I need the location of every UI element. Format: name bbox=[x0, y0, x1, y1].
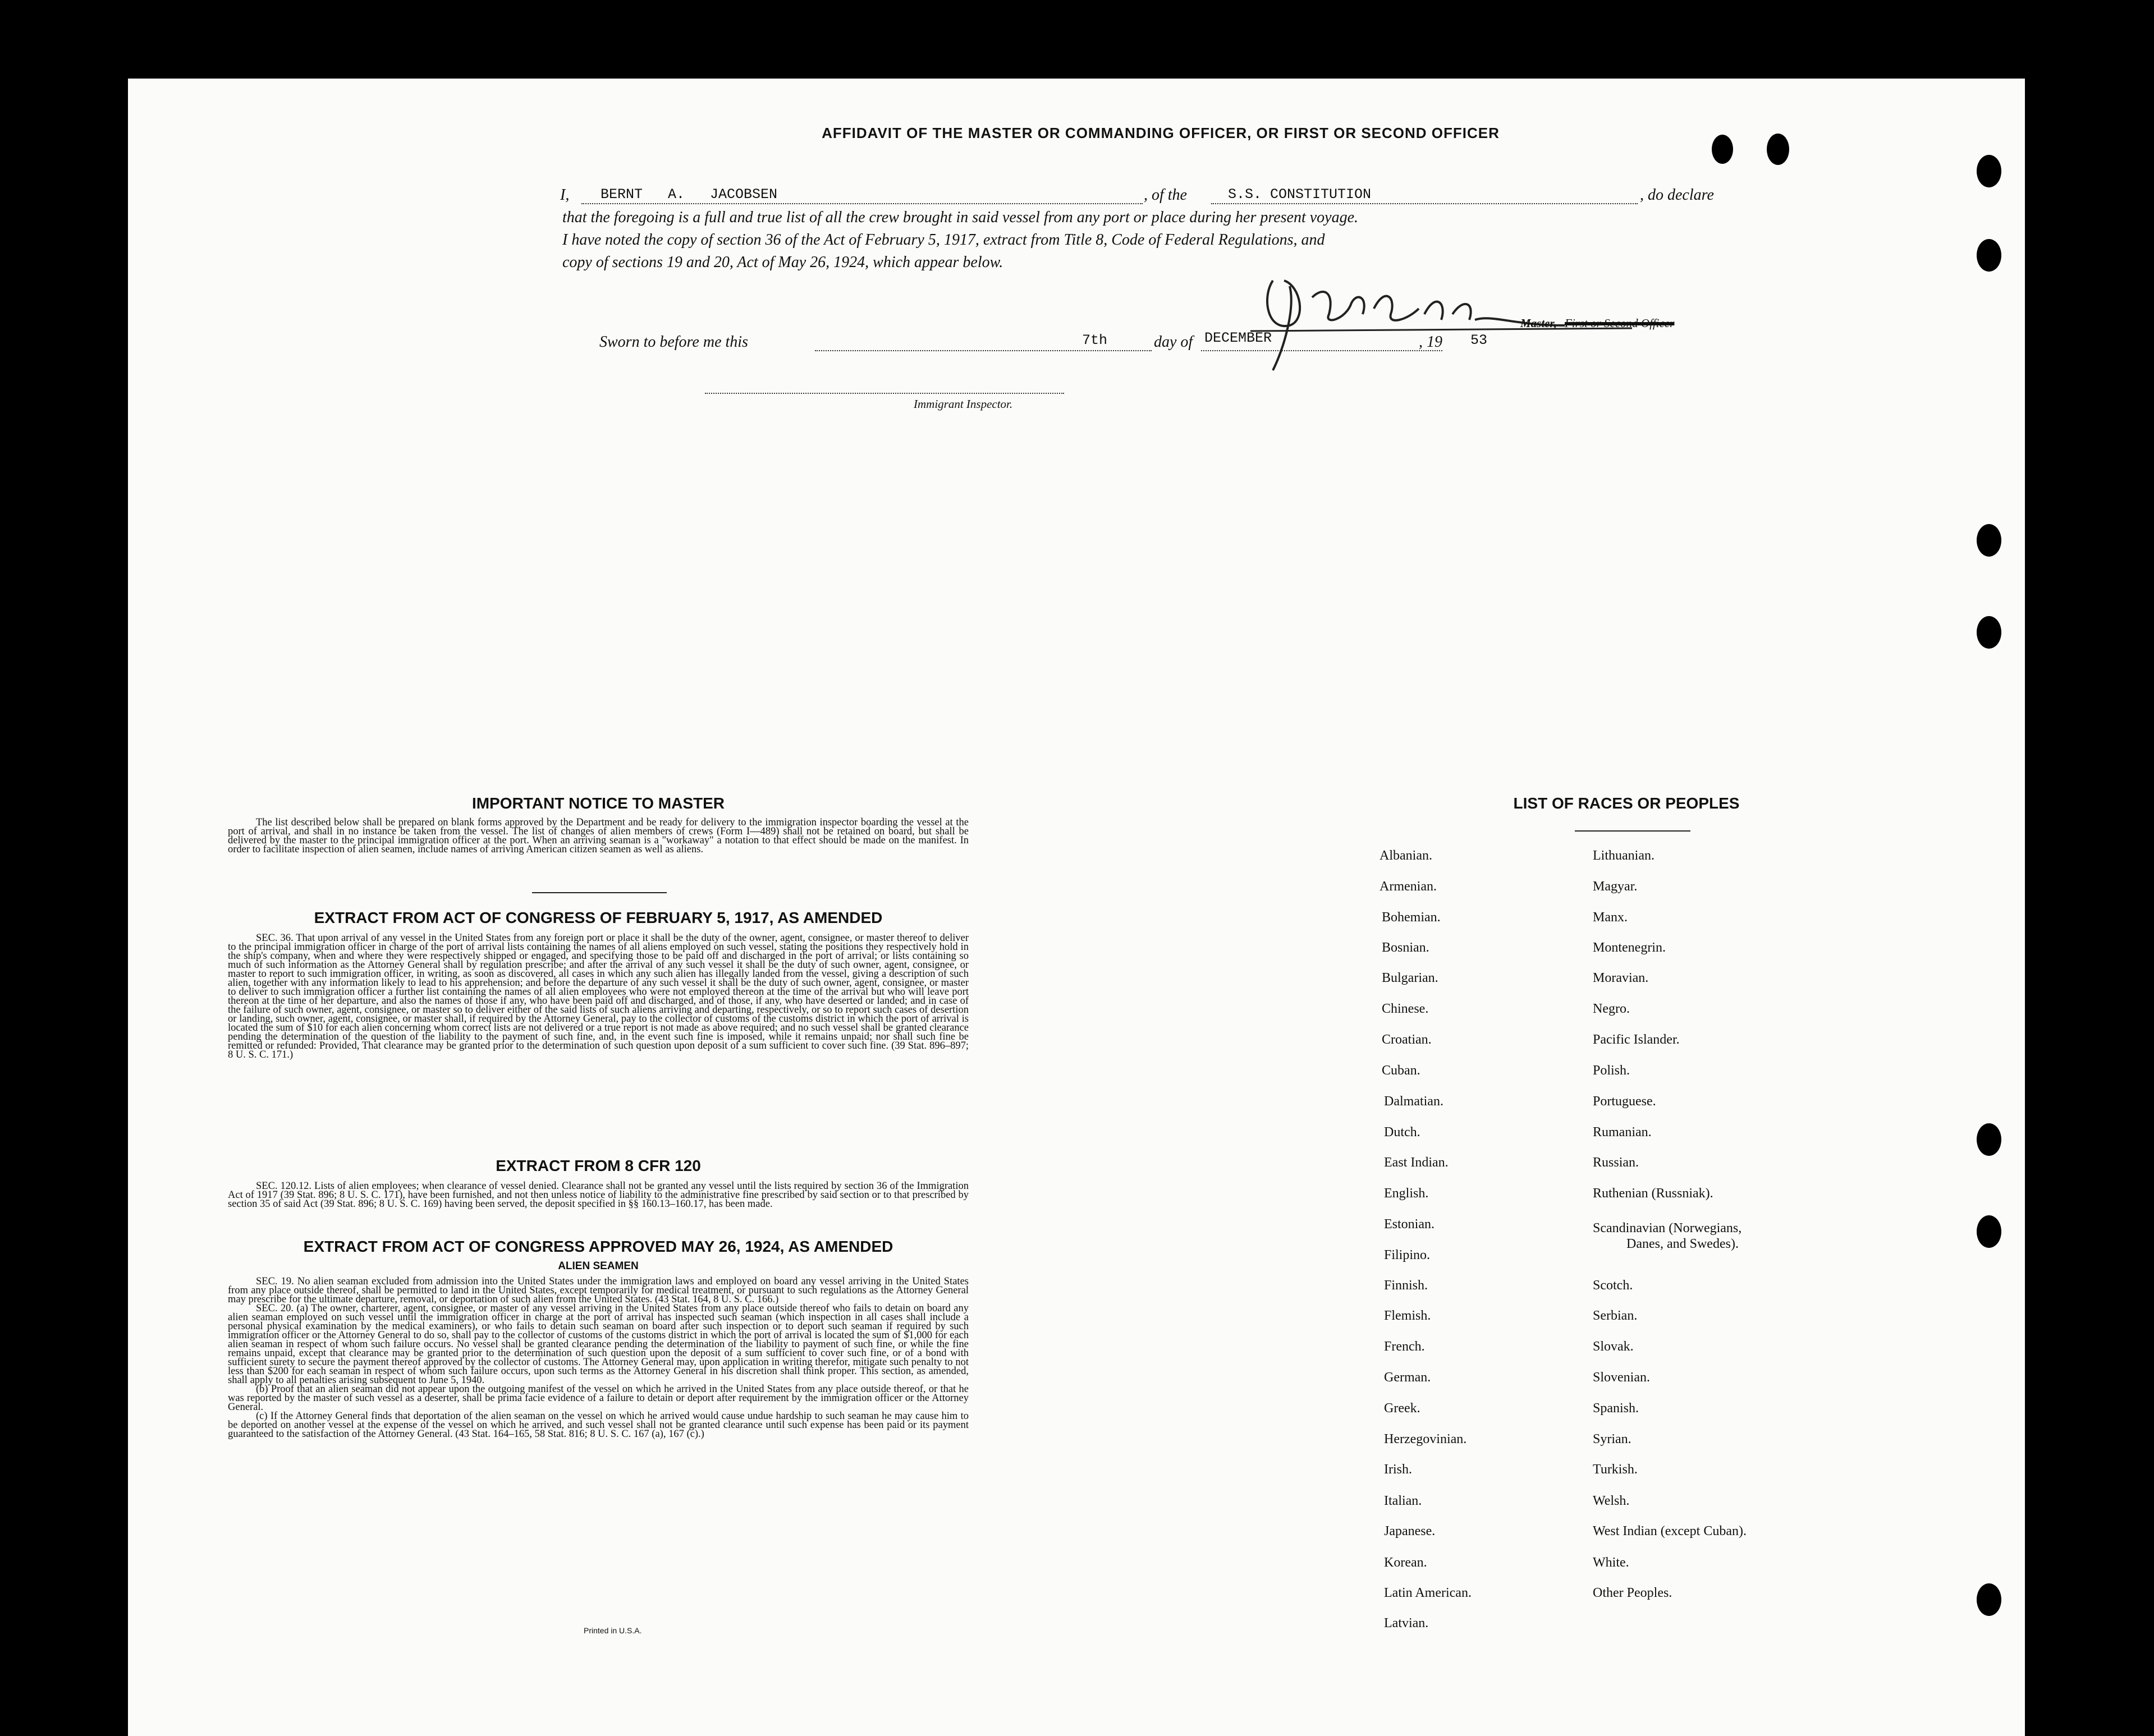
race-item: German. bbox=[1384, 1370, 1431, 1385]
punch-hole bbox=[1767, 134, 1789, 165]
year-field: 53 bbox=[1470, 332, 1488, 348]
do-declare-label: , do declare bbox=[1640, 186, 1714, 204]
month-field: DECEMBER bbox=[1204, 330, 1272, 346]
race-item: Montenegrin. bbox=[1593, 940, 1666, 955]
extract-1924-title: EXTRACT FROM ACT OF CONGRESS APPROVED MAY 26, 1924, AS AMENDED bbox=[303, 1238, 893, 1255]
race-item: Japanese. bbox=[1384, 1524, 1436, 1538]
punch-hole bbox=[1977, 155, 2001, 187]
punch-hole bbox=[1977, 1583, 2001, 1616]
scan-speck bbox=[2101, 724, 2106, 732]
month-field-line bbox=[1201, 350, 1442, 351]
race-item: Moravian. bbox=[1593, 971, 1649, 985]
extract-1924-text bbox=[228, 1277, 969, 1439]
notice-title: IMPORTANT NOTICE TO MASTER bbox=[471, 794, 725, 812]
race-item: Scotch. bbox=[1593, 1278, 1633, 1293]
races-right-column bbox=[1593, 848, 1930, 1634]
sec-20a-text: SEC. 20. (a) The owner, charterer, agent, consignee, or master of any vessel arriving in the United States from any place outside thereof who fails to detain on board any alien seaman employed on such vessel until the immigration officer in charge at the port of arrival has inspected such seaman (which inspection in all cases shall include a personal physical examination by the medical examiners), or who fails to detain such seaman on board after such inspection or to deport such seaman if required by such immigration officer or the Attorney General to do so, shall pay to the collector of customs of the customs district in which the port of arrival is located the sum of $1,000 for each alien seaman in respect of whom such failure occurs. No vessel shall be granted clearance pending the determination of the liability to payment of such fine, or while the fine remains unpaid, except that clearance may be granted prior to the determination of such question upon the deposit of a sum sufficient to cover such fine, or of a bond with sufficient surety to secure the payment thereof approved by the collector of customs. The Attorney General may, upon application in writing therefor, mitigate such penalty to not less than $200 for each seaman in respect of whom such failure occurs, upon such terms as the Attorney General in his discretion shall think proper. This section, as amended, shall apply to all penalties arising subsequent to June 5, 1940. bbox=[228, 1303, 969, 1386]
extract-1917-text: SEC. 36. That upon arrival of any vessel in the United States from any foreign port or place it shall be the duty of the owner, agent, consignee, or master thereof to deliver to the principal immigration officer in charge of the port of arrival lists containing the names of all aliens employed on such vessel, stating the positions they respectively hold in the ship's company, when and where they were respectively shipped or engaged, and specifying those to be paid off and discharged in the port of arrival; or lists containing so much of such information as the Attorney General shall by regulation prescribe; and after the arrival of any such vessel it shall be the duty of such owner, agent, consignee, or master to report to such immigration officer, in writing, as soon as discovered, all cases in which any such alien has illegally landed from the vessel, giving a description of such alien, together with any information likely to lead to his apprehension; and before the departure of any such vessel it shall be the duty of such owner, agent, consignee, or master to deliver to such immigration officer a further list containing the names of all alien employees who were not employed thereon at the time of the arrival but who will leave port thereon at the time of her departure, and also the names of those if any, who have been paid off and discharged, and of those, if any, who have deserted or landed; and in case of the failure of such owner, agent, consignee, or master so to deliver either of the said lists of such aliens arriving and departing, respectively, or so to report such cases of desertion or landing, such owner, agent, consignee, or master shall, if required by the Attorney General, pay to the collector of customs of the customs district in which the port of arrival is located the sum of $10 for each alien concerning whom correct lists are not delivered or a true report is not made as above required; and no such vessel shall be granted clearance pending the determination of the question of the liability to the payment of such fine, and, in the event such fine is imposed, while it remains unpaid; nor shall such fine be remitted or refunded: Provided, That clearance may be granted prior to the determination of such question upon deposit of a sum sufficient to cover such fine. (39 Stat. 896–897; 8 U. S. C. 171.) bbox=[228, 933, 969, 1060]
declaration-line-2: that the foregoing is a full and true list of all the crew brought in said vessel from any port or place during her present voyage. bbox=[562, 209, 1359, 226]
race-item: Finnish. bbox=[1384, 1278, 1428, 1293]
race-item: Bohemian. bbox=[1382, 910, 1441, 925]
race-item: Negro. bbox=[1593, 1002, 1630, 1016]
struck-officer-label: First or Second Officer bbox=[1565, 316, 1675, 330]
inspector-signature-line bbox=[705, 393, 1064, 394]
race-item: Spanish. bbox=[1593, 1401, 1639, 1416]
vessel-field-line bbox=[1211, 203, 1638, 204]
race-item: Portuguese. bbox=[1593, 1094, 1656, 1109]
race-item: Other Peoples. bbox=[1593, 1586, 1672, 1600]
race-item: Slovak. bbox=[1593, 1339, 1634, 1354]
punch-hole bbox=[1977, 616, 2001, 649]
race-item: Cuban. bbox=[1382, 1063, 1420, 1078]
declaration-line-3: I have noted the copy of section 36 of the Act of February 5, 1917, extract from Title 8, Code of Federal Regulations, and bbox=[562, 231, 1325, 249]
declaration-line-4: copy of sections 19 and 20, Act of May 26, 1924, which appear below. bbox=[562, 254, 1003, 271]
race-item: Serbian. bbox=[1593, 1308, 1638, 1323]
race-item: Latin American. bbox=[1384, 1586, 1472, 1600]
race-item: Irish. bbox=[1384, 1462, 1412, 1477]
race-item: Armenian. bbox=[1380, 879, 1437, 894]
race-item: White. bbox=[1593, 1555, 1629, 1570]
printed-in-usa: Printed in U.S.A. bbox=[584, 1626, 642, 1635]
races-divider bbox=[1575, 830, 1690, 832]
punch-hole bbox=[1977, 524, 2001, 557]
affidavit-title: AFFIDAVIT OF THE MASTER OR COMMANDING OFFICER, OR FIRST OR SECOND OFFICER bbox=[822, 125, 1500, 141]
notice-divider bbox=[532, 892, 667, 893]
punch-hole bbox=[1977, 1123, 2001, 1156]
race-item: Italian. bbox=[1384, 1494, 1422, 1508]
race-item: French. bbox=[1384, 1339, 1425, 1354]
race-item: East Indian. bbox=[1384, 1155, 1449, 1170]
race-item: Lithuanian. bbox=[1593, 848, 1655, 863]
master-label: Master, bbox=[1520, 316, 1557, 330]
race-item: Korean. bbox=[1384, 1555, 1427, 1570]
race-item: Bosnian. bbox=[1382, 940, 1429, 955]
race-item: Albanian. bbox=[1380, 848, 1432, 863]
extract-cfr-text: SEC. 120.12. Lists of alien employees; when clearance of vessel denied. Clearance shall not be granted any vessel until the lists required by section 36 of the Immigration Act of 1917 (39 Stat. 896; 8 U. S. C. 171), have been furnished, and not then unless notice of liability to the administrative fine prescribed by said section or to that prescribed by section 35 of said Act (39 Stat. 896; 8 U. S. C. 169) having been served, the deposit specified in §§ 160.13–160.17, has been made. bbox=[228, 1181, 969, 1210]
race-item: Croatian. bbox=[1382, 1032, 1432, 1047]
sec-20c-text: (c) If the Attorney General finds that deportation of the alien seaman on the vessel on which he arrived would cause undue hardship to such seaman he may cause him to be deported on another vessel at the expense of the vessel on which he arrived, and such vessel shall not be granted clearance until such expense has been paid or its payment guaranteed to the satisfaction of the Attorney General. (43 Stat. 164–165, 58 Stat. 816; 8 U. S. C. 167 (a), 167 (c).) bbox=[228, 1411, 969, 1440]
race-item: Greek. bbox=[1384, 1401, 1420, 1416]
extract-cfr-title: EXTRACT FROM 8 CFR 120 bbox=[496, 1157, 701, 1174]
race-item: Syrian. bbox=[1593, 1432, 1631, 1446]
race-item: Bulgarian. bbox=[1382, 971, 1438, 985]
punch-hole bbox=[1712, 135, 1733, 164]
race-item: West Indian (except Cuban). bbox=[1593, 1524, 1747, 1538]
notice-text: The list described below shall be prepared on blank forms approved by the Department and be ready for delivery to the immigration inspector boarding the vessel at the port of arrival, and shall in no instance be taken from the vessel. The list of changes of alien members of crews (Form I—489) shall not be retained on board, but shall be delivered by the master to the principal immigration officer at the port. When an arriving seaman is a "workaway" a notation to that effect should be made on the manifest. In order to facilitate inspection of alien seamen, include names of arriving American citizen seamen as well as aliens. bbox=[228, 817, 969, 855]
sec-20b-text: (b) Proof that an alien seaman did not appear upon the outgoing manifest of the vessel on which he arrived in the United States from any place outside thereof, or that he was reported by the master of such vessel as a deserter, shall be prima facie evidence of a failure to detain or deport after requirement by the immigration officer or the Attorney General. bbox=[228, 1384, 969, 1413]
day-field-line bbox=[815, 350, 1152, 351]
races-title: LIST OF RACES OR PEOPLES bbox=[1513, 794, 1740, 812]
race-item: Filipino. bbox=[1384, 1248, 1431, 1262]
alien-seamen-subtitle: ALIEN SEAMEN bbox=[558, 1260, 639, 1272]
year-prefix-label: , 19 bbox=[1419, 333, 1442, 351]
race-item: Rumanian. bbox=[1593, 1125, 1652, 1140]
punch-hole bbox=[1977, 239, 2001, 272]
race-item: English. bbox=[1384, 1186, 1429, 1201]
race-item: Slovenian. bbox=[1593, 1370, 1650, 1385]
vessel-name-field: S.S. CONSTITUTION bbox=[1228, 186, 1372, 203]
race-item: Manx. bbox=[1593, 910, 1628, 925]
extract-1917-title: EXTRACT FROM ACT OF CONGRESS OF FEBRUARY 5, 1917, AS AMENDED bbox=[314, 909, 883, 926]
sworn-label: Sworn to before me this bbox=[599, 333, 748, 351]
race-item: Chinese. bbox=[1382, 1002, 1429, 1016]
race-item: Turkish. bbox=[1593, 1462, 1638, 1477]
race-item: Pacific Islander. bbox=[1593, 1032, 1680, 1047]
race-item: Dalmatian. bbox=[1384, 1094, 1443, 1109]
inspector-label: Immigrant Inspector. bbox=[914, 397, 1013, 411]
races-left-column bbox=[1373, 848, 1597, 1724]
punch-hole bbox=[1977, 1215, 2001, 1248]
race-item: Danes, and Swedes). bbox=[1626, 1237, 1739, 1251]
race-item: Estonian. bbox=[1384, 1217, 1435, 1232]
race-item: Scandinavian (Norwegians, bbox=[1593, 1221, 1742, 1236]
day-field: 7th bbox=[1082, 332, 1108, 348]
race-item: Herzegovinian. bbox=[1384, 1432, 1467, 1446]
race-item: Latvian. bbox=[1384, 1616, 1429, 1631]
race-item: Welsh. bbox=[1593, 1494, 1630, 1508]
race-item: Russian. bbox=[1593, 1155, 1639, 1170]
sec-19-text: SEC. 19. No alien seaman excluded from admission into the United States under the immigration laws and employed on board any vessel arriving in the United States from any place outside thereof, shall be permitted to land in the United States, except temporarily for medical treatment, or pursuant to such regulations as the Attorney General may prescribe for the ultimate departure, removal, or deportation of such alien from the United States. (43 Stat. 164, 8 U. S. C. 166.) bbox=[228, 1276, 969, 1305]
of-the-label: , of the bbox=[1144, 186, 1187, 204]
race-item: Dutch. bbox=[1384, 1125, 1420, 1140]
master-name-field: BERNT A. JACOBSEN bbox=[601, 186, 778, 203]
race-item: Magyar. bbox=[1593, 879, 1638, 894]
race-item: Ruthenian (Russniak). bbox=[1593, 1186, 1713, 1201]
day-of-label: day of bbox=[1154, 333, 1193, 351]
name-field-line bbox=[581, 203, 1143, 204]
race-item: Flemish. bbox=[1384, 1308, 1431, 1323]
race-item: Polish. bbox=[1593, 1063, 1630, 1078]
i-label: I, bbox=[560, 186, 570, 204]
document-sheet bbox=[128, 79, 2025, 1736]
